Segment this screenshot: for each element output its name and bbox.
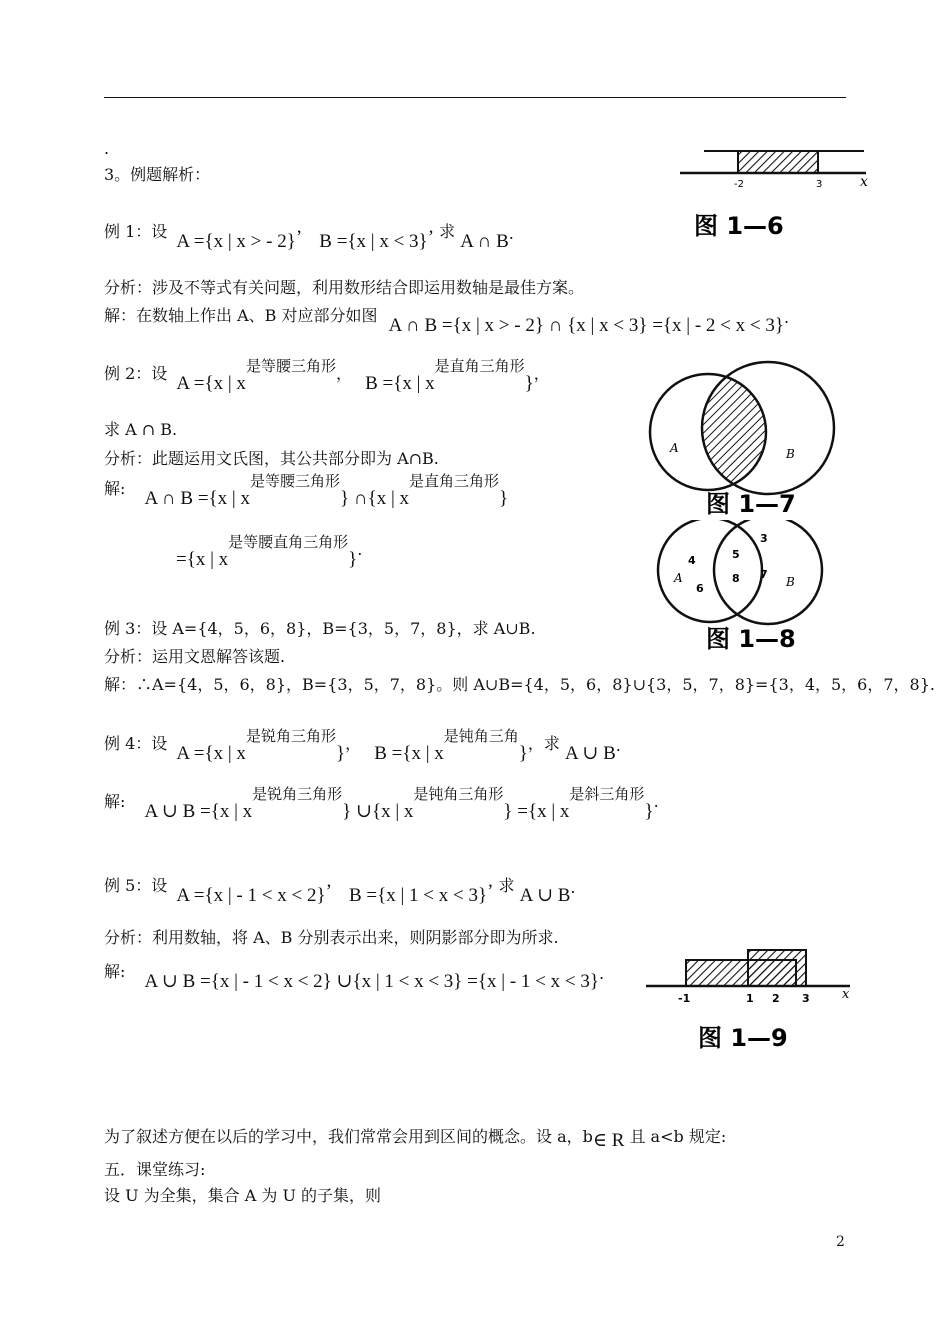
example-4-label: 例 4：设: [104, 734, 168, 753]
example-4-set-b: B ={x | x: [374, 743, 444, 764]
tick-label-3: 3: [816, 179, 823, 190]
label-a: A: [670, 441, 679, 455]
stray-dot: .: [104, 139, 110, 158]
example-5-solution-math: A ∪ B ={x | - 1 < x < 2} ∪{x | 1 < x < 3} ={x | - 1 < x < 3}: [144, 971, 599, 992]
tick-label-3: 3: [802, 992, 810, 1005]
venn-diagram-1-8: [640, 520, 840, 655]
example-5-set-a: A ={x | - 1 < x < 2}: [176, 885, 326, 906]
example-2-solution-cond3: 是等腰直角三角形: [228, 533, 349, 551]
tick-label-neg1: -1: [678, 992, 691, 1005]
example-5-analysis: 分析：利用数轴，将 A、B 分别表示出来，则阴影部分即为所求.: [104, 928, 559, 947]
example-2-solution-line1: 解: A ∩ B ={x | x是等腰三角形} ∩{x | x是直角三角形}: [104, 472, 509, 509]
example-4-target: A ∪ B: [565, 743, 616, 764]
example-2-analysis: 分析：此题运用文氏图，其公共部分即为 A∩B.: [104, 449, 439, 468]
example-1-set-b: B ={x | x < 3}: [319, 231, 428, 252]
example-2-solution-cond2: 是直角三角形: [409, 472, 500, 490]
example-1-line: 例 1：设 A ={x | x > - 2}’ B ={x | x < 3}’ 求 A ∩ B.: [104, 222, 514, 252]
example-1-ask: 求: [439, 222, 456, 241]
axis-label-x: x: [860, 174, 868, 190]
shaded-interval: [738, 151, 818, 173]
example-3-analysis: 分析：运用文恩解答该题.: [104, 647, 286, 666]
elem-3: 3: [760, 532, 768, 545]
example-4-set-b-cond: 是钝角三角: [443, 727, 519, 745]
interval-b: [748, 950, 806, 986]
example-2-solution-cond1: 是等腰三角形: [249, 472, 340, 490]
example-5-line: 例 5：设 A ={x | - 1 < x < 2}’ B ={x | 1 < x < 3}’ 求 A ∪ B.: [104, 876, 576, 906]
figure-1-7: [640, 360, 840, 520]
interval-intro-tail: 且 a<b 规定:: [629, 1127, 727, 1146]
example-1-solution: 解：在数轴上作出 A、B 对应部分如图 A ∩ B ={x | x > - 2} ∩ {x | x < 3} ={x | - 2 < x < 3}.: [104, 306, 790, 336]
section-heading-5: 五．课堂练习:: [104, 1160, 206, 1179]
elem-4: 4: [688, 554, 696, 567]
number-line-diagram: [676, 140, 886, 245]
label-b: B: [786, 447, 795, 461]
example-3-line: 例 3：设 A={4，5，6，8}，B={3，5，7，8}，求 A∪B.: [104, 619, 536, 638]
figure-1-6: [676, 140, 886, 245]
tick-label-1: 1: [746, 992, 754, 1005]
example-2-solution-part2: } ∩{x | x: [339, 488, 409, 509]
example-4-solution-part2: } ∪{x | x: [342, 801, 414, 822]
example-4-solution-cond1: 是锐角三角形: [252, 785, 343, 803]
example-4-solution: 解: A ∪ B ={x | x是锐角三角形} ∪{x | x是钝角三角形} ={x | x是斜三角形}.: [104, 785, 659, 822]
number-line-union-diagram: [642, 948, 862, 1058]
tick-label-2: 2: [772, 992, 780, 1005]
elem-8: 8: [732, 572, 740, 585]
example-5-target: A ∪ B: [519, 885, 571, 906]
figure-1-8-caption: 图 1—8: [706, 625, 796, 653]
section-heading-3: 3。例题解析：: [104, 165, 211, 184]
example-2-solution-line2: ={x | x是等腰直角三角形}.: [176, 533, 363, 570]
page-number: 2: [836, 1234, 845, 1250]
example-2-label: 例 2：设: [104, 364, 168, 383]
elem-6: 6: [696, 582, 704, 595]
example-2-set-b-cond: 是直角三角形: [434, 357, 525, 375]
circle-b: [714, 520, 822, 624]
example-5-label: 例 5：设: [104, 876, 168, 895]
example-4-line: 例 4：设 A ={x | x是锐角三角形}， B ={x | x是钝角三角}，求 A ∪ B.: [104, 727, 621, 764]
interval-intro: [104, 1127, 727, 1151]
label-b: B: [786, 575, 795, 589]
example-2-set-a: A ={x | x: [176, 373, 246, 394]
example-1-analysis: 分析：涉及不等式有关问题，利用数形结合即运用数轴是最佳方案。: [104, 278, 585, 297]
example-4-set-a-cond: 是锐角三角形: [245, 727, 336, 745]
example-4-set-a: A ={x | x: [176, 743, 246, 764]
example-2-solution-part1: A ∩ B ={x | x: [144, 488, 250, 509]
example-1-solution-label: 解：在数轴上作出 A、B 对应部分如图: [104, 306, 378, 325]
figure-1-9-caption: 图 1—9: [698, 1024, 788, 1052]
figure-1-6-caption: 图 1—6: [694, 212, 784, 240]
axis-label-x: x: [842, 987, 850, 1002]
example-2-solution-part3: ={x | x: [176, 549, 229, 570]
example-1-target: A ∩ B: [460, 231, 509, 252]
elem-7: 7: [760, 568, 768, 581]
example-1-solution-math: A ∩ B ={x | x > - 2} ∩ {x | x < 3} ={x | - 2 < x < 3}: [388, 315, 784, 336]
tick-label-neg2: -2: [734, 179, 744, 190]
example-5-set-b: B ={x | 1 < x < 3}: [349, 885, 488, 906]
header-rule: [104, 97, 846, 98]
example-5-solution: 解: A ∪ B ={x | - 1 < x < 2} ∪{x | 1 < x < 3} ={x | - 1 < x < 3}.: [104, 962, 605, 992]
example-1-set-a: A ={x | x > - 2}: [176, 231, 296, 252]
example-2-line: 例 2：设 A ={x | x是等腰三角形， B ={x | x是直角三角形}，: [104, 357, 550, 394]
example-2-set-a-cond: 是等腰三角形: [245, 357, 336, 375]
example-4-solution-cond2: 是钝角三角形: [413, 785, 504, 803]
example-2-solution-label: 解:: [104, 479, 126, 498]
example-4-ask: ，求: [527, 734, 560, 753]
venn-diagram-1-7: [640, 360, 840, 520]
example-1-label: 例 1：设: [104, 222, 168, 241]
example-4-solution-label: 解:: [104, 792, 126, 811]
label-a: A: [674, 571, 683, 585]
elem-5: 5: [732, 548, 740, 561]
example-4-solution-part3: } ={x | x: [503, 801, 570, 822]
figure-1-8: [640, 520, 840, 655]
example-4-solution-cond3: 是斜三角形: [569, 785, 645, 803]
figure-1-9: [642, 948, 862, 1058]
example-3-solution: 解：∴A={4，5，6，8}，B={3，5，7，8}。则 A∪B={4，5，6，8}∪{3，5，7，8}={3，4，5，6，7，8}.: [104, 675, 935, 694]
interval-intro-text: 为了叙述方便在以后的学习中，我们常常会用到区间的概念。设 a，b: [104, 1127, 593, 1146]
example-2-ask: 求 A ∩ B.: [104, 420, 178, 439]
example-5-ask: 求: [498, 876, 515, 895]
example-5-solution-label: 解:: [104, 962, 126, 981]
example-4-solution-part1: A ∪ B ={x | x: [144, 801, 253, 822]
interval-intro-math: ∈ R: [592, 1130, 625, 1151]
figure-1-7-caption: 图 1—7: [706, 490, 796, 518]
example-2-set-b: B ={x | x: [365, 373, 435, 394]
exercise-1: 设 U 为全集，集合 A 为 U 的子集，则: [104, 1186, 382, 1205]
